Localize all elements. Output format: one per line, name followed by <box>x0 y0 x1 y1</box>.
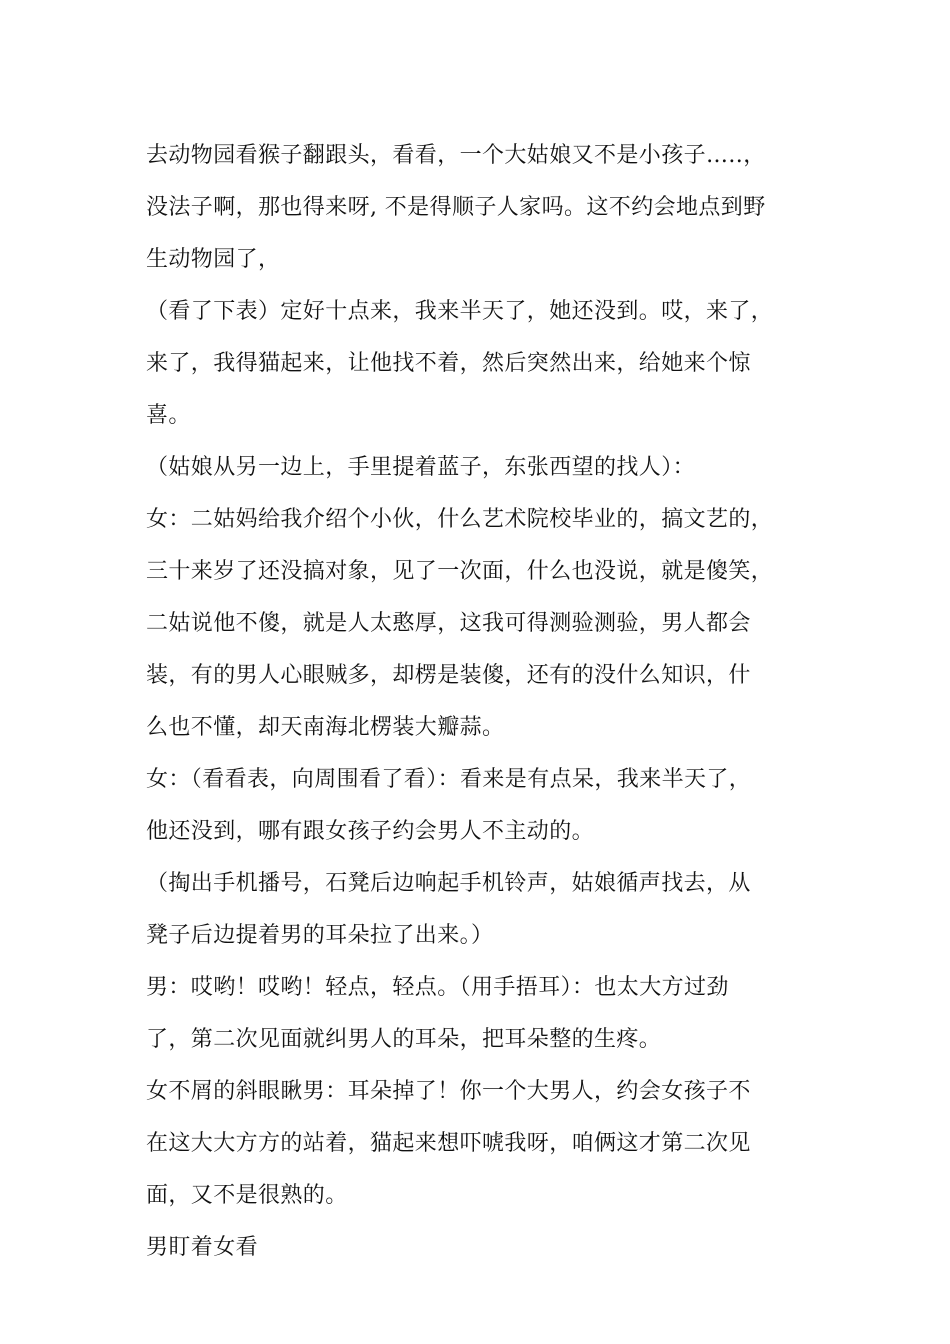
text-line: 女不屑的斜眼瞅男：耳朵掉了！你一个大男人，约会女孩子不 <box>146 1079 751 1104</box>
paragraph-8 <box>146 1066 811 1222</box>
text-line: 他还没到，哪有跟女孩子约会男人不主动的。 <box>146 819 595 844</box>
text-line: 在这大大方方的站着，猫起来想吓唬我呀，咱俩这才第二次见 <box>146 1131 751 1156</box>
text-line: 凳子后边提着男的耳朵拉了出来。） <box>146 923 494 948</box>
text-line: 三十来岁了还没搞对象，见了一次面，什么也没说，就是傻笑， <box>146 559 774 584</box>
text-line: 男：哎哟！哎哟！轻点，轻点。（用手捂耳）：也太大方过劲 <box>146 975 729 1000</box>
text-line: 女：（看看表，向周围看了看）：看来是有点呆，我来半天了， <box>146 767 752 792</box>
text-line: 二姑说他不傻，就是人太憨厚，这我可得测验测验，男人都会 <box>146 611 751 636</box>
paragraph-7 <box>146 962 811 1066</box>
paragraph-4 <box>146 494 811 754</box>
text-line: 去动物园看猴子翻跟头，看看，一个大姑娘又不是小孩子…..， <box>146 143 766 168</box>
paragraph-3 <box>146 442 811 494</box>
text-line: 来了，我得猫起来，让他找不着，然后突然出来，给她来个惊 <box>146 351 751 376</box>
paragraph-6 <box>146 858 811 962</box>
paragraph-5 <box>146 754 811 858</box>
text-line: 女：二姑妈给我介绍个小伙，什么艺术院校毕业的，搞文艺的， <box>146 507 774 532</box>
paragraph-1 <box>146 130 811 286</box>
text-line: （姑娘从另一边上，手里提着蓝子，东张西望的找人）： <box>146 455 696 480</box>
text-line: 了，第二次见面就纠男人的耳朵，把耳朵整的生疼。 <box>146 1027 662 1052</box>
paragraph-9 <box>146 1222 811 1274</box>
paragraph-2 <box>146 286 811 442</box>
text-line: 喜。 <box>146 403 191 428</box>
text-line: 装，有的男人心眼贼多，却楞是装傻，还有的没什么知识，什 <box>146 663 751 688</box>
text-line: 没法子啊，那也得来呀, 不是得顺子人家吗。这不约会地点到野 <box>146 195 766 220</box>
text-line: 么也不懂，却天南海北楞装大瓣蒜。 <box>146 715 505 740</box>
text-line: 男盯着女看 <box>146 1235 259 1260</box>
text-line: （看了下表）定好十点来，我来半天了，她还没到。哎，来了， <box>146 299 774 324</box>
text-line: （掏出手机播号，石凳后边响起手机铃声，姑娘循声找去，从 <box>146 871 751 896</box>
document-body <box>146 130 811 1274</box>
text-line: 面，又不是很熟的。 <box>146 1183 348 1208</box>
text-line: 生动物园了， <box>146 247 281 272</box>
